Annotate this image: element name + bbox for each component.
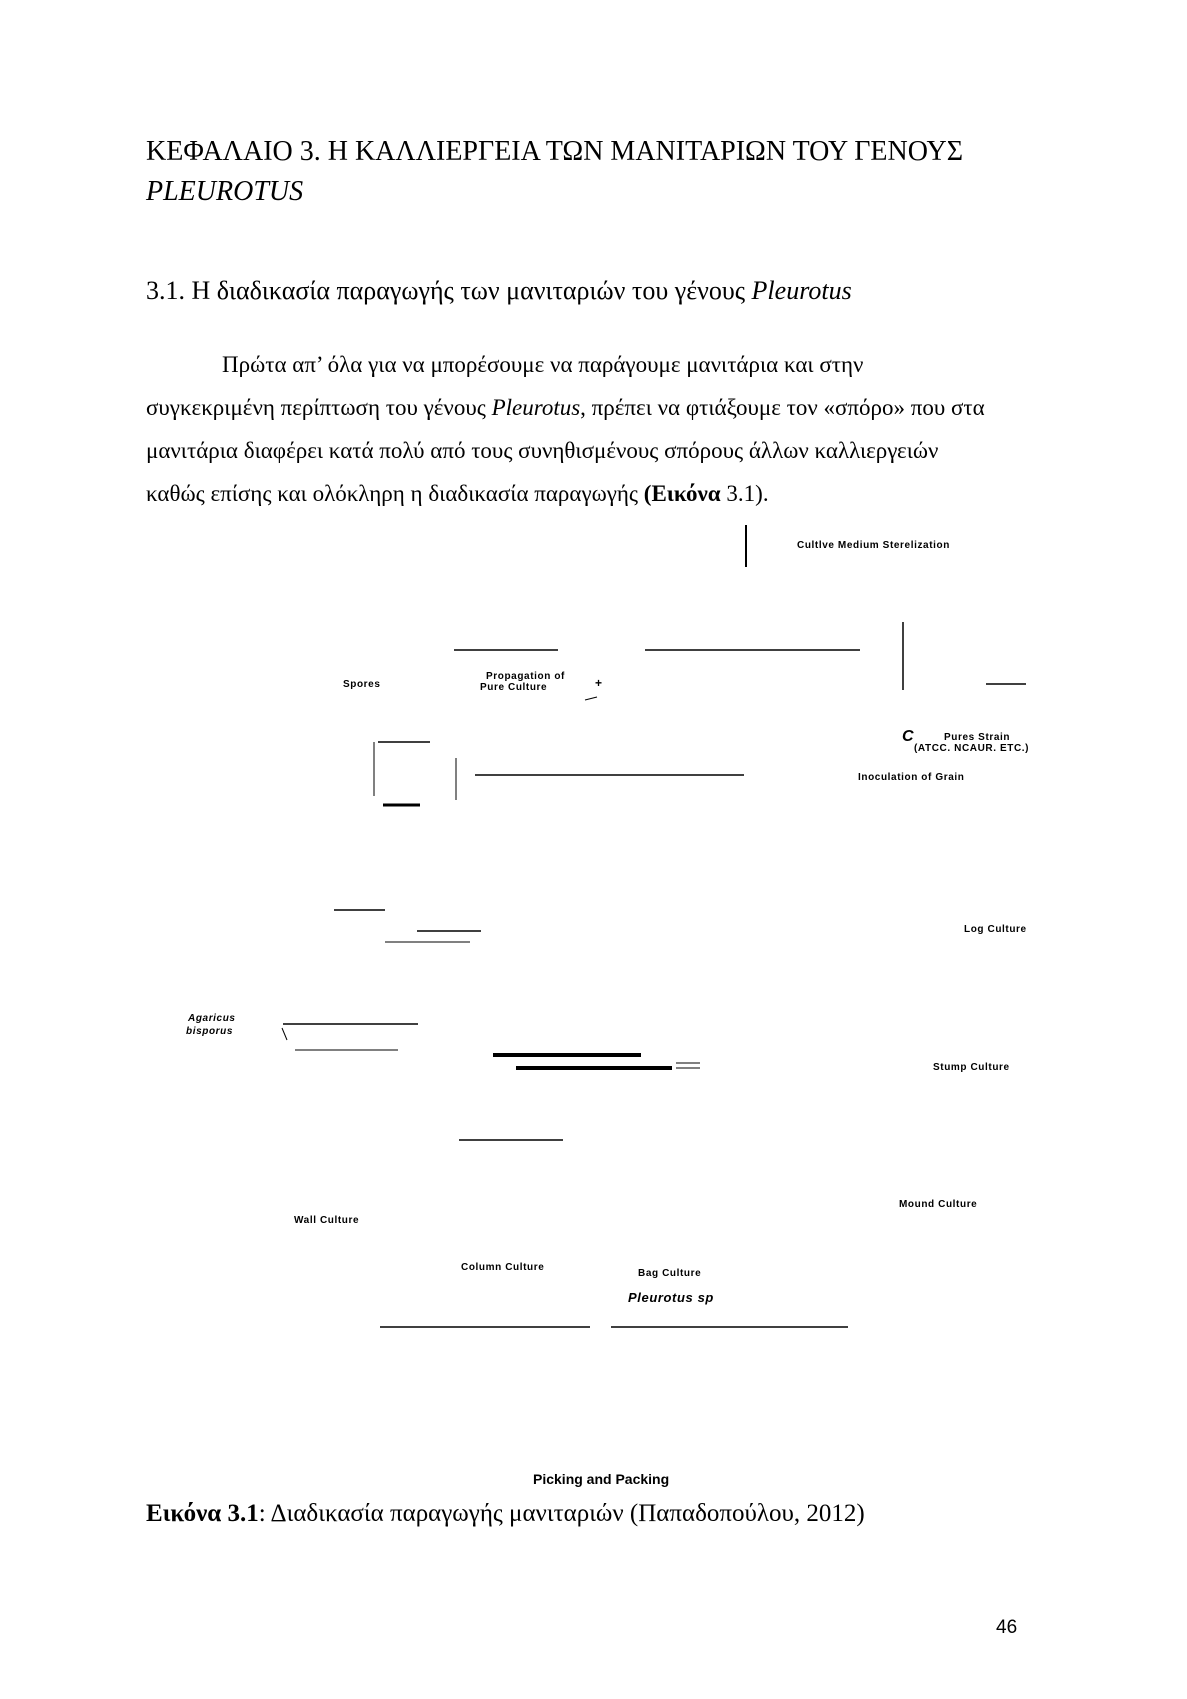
label-propagation-1: Propagation of — [486, 671, 565, 682]
label-sterilization: Cultlve Medium Sterelization — [797, 540, 950, 551]
label-bag-culture: Bag Culture — [638, 1268, 702, 1279]
label-pure-strain-1: Pures Strain — [944, 732, 1011, 743]
label-mound-culture: Mound Culture — [899, 1199, 978, 1210]
paragraph-line-4-b: 3.1). — [720, 481, 769, 506]
paragraph-line-1-text: Πρώτα απ’ όλα για να μπορέσουμε να παράγουμε μανιτάρια και στην — [222, 352, 864, 377]
paragraph-figure-ref: (Εικόνα — [643, 481, 721, 506]
figure-caption — [146, 1500, 865, 1528]
section-genus: Pleurotus — [751, 276, 852, 305]
label-agaricus-1: Agaricus — [188, 1013, 236, 1024]
label-pure-strain-2: (ATCC. NCAUR. ETC.) — [914, 743, 1030, 754]
label-pleurotus-sp: Pleurotus sp — [628, 1290, 714, 1305]
paragraph-line-2-genus: Pleurotus — [491, 395, 581, 420]
figure-title: Picking and Packing — [533, 1471, 670, 1487]
label-column-culture: Column Culture — [461, 1262, 545, 1273]
label-spores: Spores — [343, 679, 381, 690]
paragraph-line-2-b: , πρέπει να φτιάξουμε τον «σπόρο» που στα — [580, 395, 985, 420]
caption-text: : Διαδικασία παραγωγής μανιταριών (Παπαδοπούλου, 2012) — [258, 1500, 865, 1527]
label-propagation-2: Pure Culture — [480, 682, 548, 693]
paragraph-line-2-a: συγκεκριμένη περίπτωση του γένους — [146, 395, 492, 420]
label-pure-strain-c: C — [902, 728, 915, 745]
label-wall-culture: Wall Culture — [294, 1215, 360, 1226]
page-number: 46 — [996, 1617, 1018, 1638]
caption-label: Εικόνα 3.1 — [146, 1500, 259, 1527]
diagram-line — [282, 1028, 287, 1040]
paragraph-line-4-a: καθώς επίσης και ολόκληρη η διαδικασία παραγωγής — [146, 481, 644, 506]
label-stump-culture: Stump Culture — [933, 1062, 1010, 1073]
chapter-title-line2: PLEUROTUS — [146, 176, 304, 207]
chapter-title-line1: ΚΕΦΑΛΑΙΟ 3. Η ΚΑΛΛΙΕΡΓΕΙΑ ΤΩΝ ΜΑΝΙΤΑΡΙΩΝ ΤΟΥ ΓΕΝΟΥΣ — [146, 136, 964, 167]
paragraph-line-3-text: μανιτάρια διαφέρει κατά πολύ από τους συνηθισμένους σπόρους άλλων καλλιεργειών — [146, 438, 939, 463]
label-inoculation: Inoculation of Grain — [858, 772, 965, 783]
label-log-culture: Log Culture — [964, 924, 1027, 935]
section-title: 3.1. Η διαδικασία παραγωγής των μανιταριών του γένους — [146, 276, 752, 305]
label-plus: + — [595, 676, 603, 690]
diagram-line — [585, 697, 597, 700]
label-agaricus-2: bisporus — [186, 1026, 234, 1037]
